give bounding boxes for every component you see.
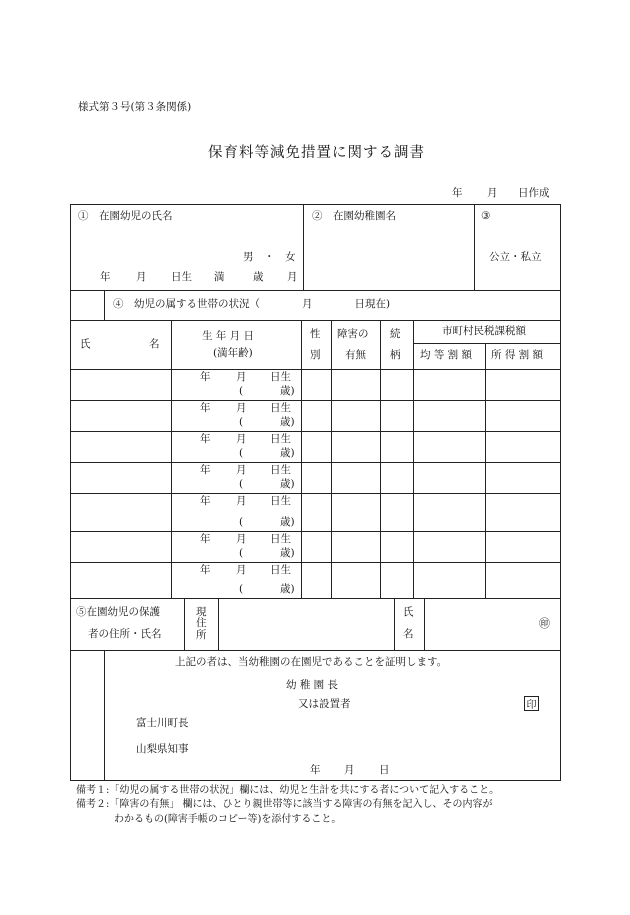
age-years: 歳: [253, 271, 264, 283]
row-2-year: 年: [200, 402, 211, 414]
row-3-age: 歳): [280, 447, 295, 459]
row-7-year: 年: [200, 564, 211, 576]
address-label-2: 住: [196, 617, 207, 629]
recipient-governor: 山梨県知事: [136, 743, 189, 755]
age-months: 月: [287, 271, 298, 283]
row-6-paren: (: [239, 547, 244, 559]
header-name-1: 氏: [80, 338, 91, 350]
header-name-2: 名: [149, 338, 160, 350]
household-status-label: ④ 幼児の属する世帯の状況（ 月 日現在): [113, 298, 391, 310]
row-7-age: 歳): [280, 583, 295, 595]
row-3-paren: (: [239, 447, 244, 459]
row-5-month: 月: [236, 495, 247, 507]
header-relation-2: 柄: [390, 349, 401, 361]
header-sex-1: 性: [310, 328, 321, 340]
note-2-line-2: わかるもの(障害手帳のコピー等)を添付すること。: [114, 814, 342, 825]
guardian-seal-mark: ㊞: [539, 617, 550, 630]
row-1-day: 日生: [270, 371, 291, 383]
certificate-day: 日: [379, 764, 390, 776]
header-disability-2: 有無: [345, 349, 366, 361]
birth-day: 日生: [171, 271, 192, 283]
note-1: 備考１:「幼児の属する世帯の状況」欄には、幼児と生計を共にする者について記入すること。: [76, 785, 500, 796]
created-day: 日作成: [518, 187, 550, 199]
guardian-name-label-2: 名: [403, 628, 414, 640]
row-4-day: 日生: [270, 464, 291, 476]
row-6-month: 月: [236, 533, 247, 545]
row-4-paren: (: [239, 478, 244, 490]
certificate-month: 月: [344, 764, 355, 776]
row-6-year: 年: [200, 533, 211, 545]
row-7-paren: (: [239, 583, 244, 595]
row-4-age: 歳): [280, 478, 295, 490]
child-name-label: ① 在園幼児の氏名: [78, 210, 173, 222]
header-disability-1: 障害の: [337, 328, 369, 340]
row-5-paren: (: [239, 516, 244, 528]
age-prefix: 満: [214, 271, 225, 283]
row-2-paren: (: [239, 416, 244, 428]
header-birth-1: 生 年 月 日: [202, 330, 255, 342]
header-tax-equal: 均 等 割 額: [420, 349, 473, 361]
row-1-month: 月: [236, 371, 247, 383]
row-7-month: 月: [236, 564, 247, 576]
row-6-age: 歳): [280, 547, 295, 559]
recipient-mayor: 富士川町長: [136, 717, 189, 729]
form-number: 様式第３号(第３条関係): [78, 101, 192, 113]
gender-choice: 男 ・ 女: [243, 251, 296, 263]
guardian-name-label-1: 氏: [403, 606, 414, 618]
birth-year: 年: [100, 271, 111, 283]
row-7-day: 日生: [270, 564, 291, 576]
founder-label: 又は設置者: [298, 698, 351, 710]
kindergarten-type-label: ③: [481, 210, 491, 222]
address-label-1: 現: [196, 606, 207, 618]
address-label-3: 所: [196, 629, 207, 641]
row-1-paren: (: [239, 385, 244, 397]
row-2-month: 月: [236, 402, 247, 414]
row-4-year: 年: [200, 464, 211, 476]
row-1-age: 歳): [280, 385, 295, 397]
note-2-line-1: 備考２:「障害の有無」 欄には、ひとり親世帯等に該当する障害の有無を記入し、その内容が: [76, 799, 493, 810]
header-relation-1: 続: [390, 328, 401, 340]
row-2-day: 日生: [270, 402, 291, 414]
row-3-month: 月: [236, 433, 247, 445]
header-tax-group: 市町村民税課税額: [442, 325, 526, 337]
birth-month: 月: [136, 271, 147, 283]
guardian-label-2: 者の住所・氏名: [88, 628, 162, 640]
header-sex-2: 別: [310, 349, 321, 361]
row-6-day: 日生: [270, 533, 291, 545]
certificate-statement: 上記の者は、当幼稚園の在園児であることを証明します。: [175, 656, 448, 668]
row-2-age: 歳): [280, 416, 295, 428]
header-tax-income: 所 得 割 額: [491, 349, 544, 361]
row-5-year: 年: [200, 495, 211, 507]
header-birth-2: (満年齢): [213, 347, 253, 359]
created-month: 月: [487, 187, 498, 199]
row-5-day: 日生: [270, 495, 291, 507]
kindergarten-type-value: 公立・私立: [489, 251, 542, 263]
certificate-year: 年: [310, 764, 321, 776]
created-year: 年: [452, 187, 463, 199]
row-5-age: 歳): [280, 516, 295, 528]
kindergarten-name-label: ② 在園幼稚園名: [312, 210, 396, 222]
guardian-label-1: ⑤在園幼児の保護: [76, 606, 160, 618]
row-3-year: 年: [200, 433, 211, 445]
page-title: 保育料等減免措置に関する調書: [208, 145, 425, 161]
principal-label: 幼 稚 園 長: [286, 679, 339, 691]
row-4-month: 月: [236, 464, 247, 476]
row-1-year: 年: [200, 371, 211, 383]
row-3-day: 日生: [270, 433, 291, 445]
principal-seal-icon: 印: [524, 696, 539, 711]
